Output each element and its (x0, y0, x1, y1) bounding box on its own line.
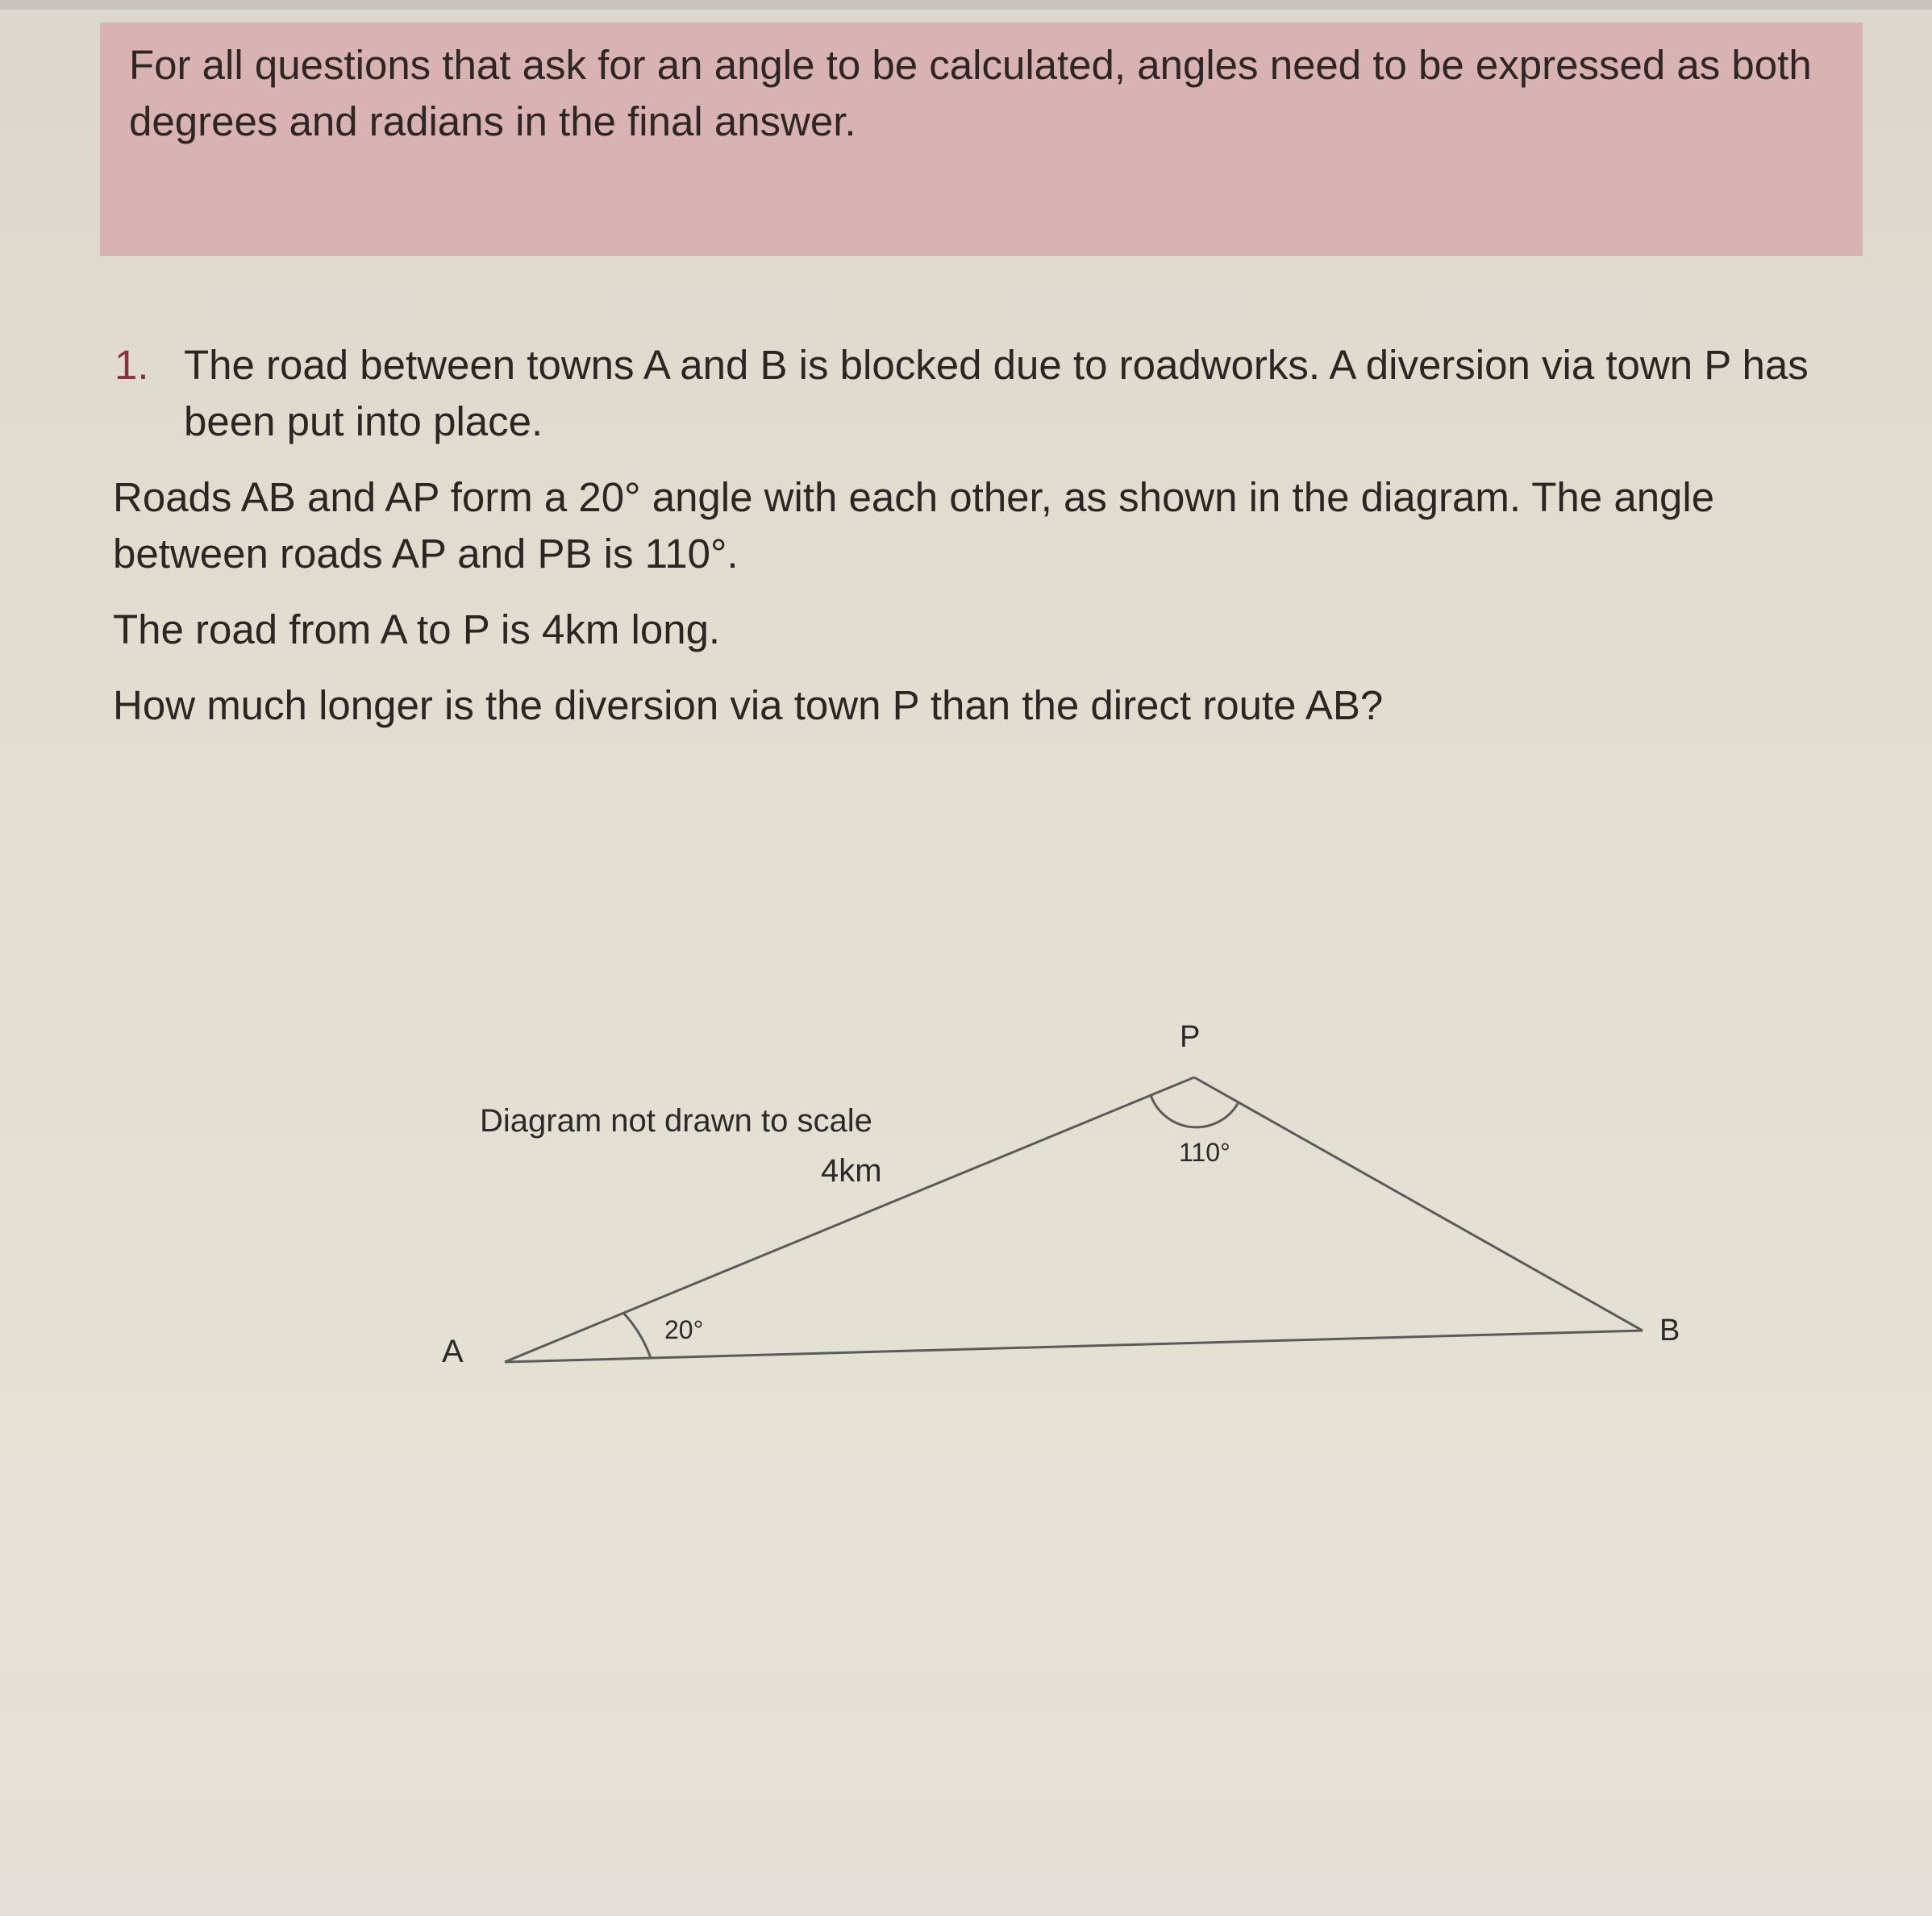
side-ap-length: 4km (821, 1153, 882, 1189)
vertex-a-label: A (442, 1334, 464, 1369)
angle-a-label: 20° (664, 1315, 704, 1344)
diagram-note: Diagram not drawn to scale (480, 1103, 872, 1139)
angle-p-label: 110° (1179, 1138, 1230, 1167)
question-number: 1. (115, 342, 149, 388)
instruction-text: For all questions that ask for an angle to be calculated, angles need to be expressed as both degrees and radians in the final answer. (129, 42, 1812, 144)
angle-arc-p (1151, 1095, 1239, 1127)
question-paragraph-distance: The road from A to P is 4km long. (113, 606, 721, 652)
vertex-b-label: B (1659, 1314, 1680, 1347)
question-paragraph-ask: How much longer is the diversion via town P than the direct route AB? (113, 682, 1384, 728)
vertex-p-label: P (1180, 1020, 1201, 1054)
question-paragraph-angles: Roads AB and AP form a 20° angle with each other, as shown in the diagram. The angle between roads AP and PB is 110°. (113, 474, 1715, 577)
question-intro: The road between towns A and B is blocked due to roadworks. A diversion via town P has been put into place. (184, 342, 1809, 444)
side-pb (1194, 1077, 1643, 1331)
angle-arc-a (623, 1313, 651, 1358)
